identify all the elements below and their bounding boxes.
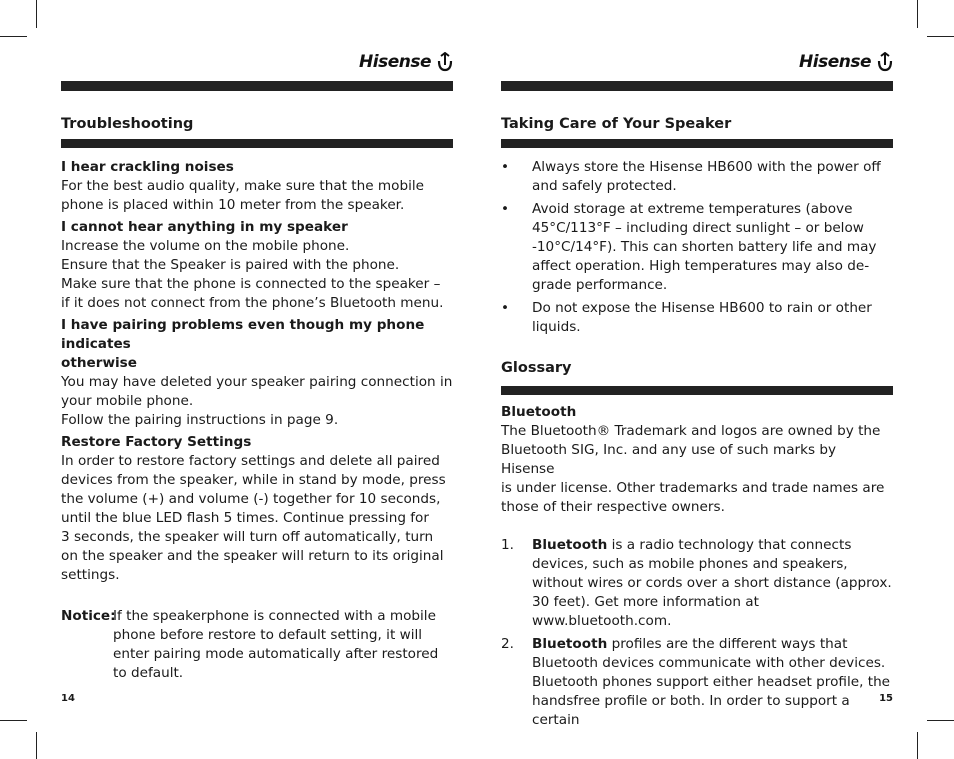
header-bar [61,81,453,91]
body-line: For the best audio quality, make sure that the mobile [61,178,425,194]
section-bar [501,386,893,395]
body-line: If the speakerphone is connected with a mobile [113,608,436,624]
section-title-glossary: Glossary [501,360,572,376]
body-line: Do not expose the Hisense HB600 to rain or other [532,300,872,316]
crop-mark [0,36,27,37]
body-line: affect operation. High temperatures may also de- [532,258,870,274]
notice-label: Notice: [61,608,116,624]
numbered-item [501,635,893,730]
question-heading: otherwise [61,355,137,371]
body-line: 45°C/113°F – including direct sunlight – or below [532,220,864,236]
body-line: your mobile phone. [61,393,194,409]
brand-logo [359,52,453,72]
header-bar [501,81,893,91]
body-line: devices from the speaker, while in stand by mode, press [61,472,446,488]
body-line: Bluetooth phones support either headset profile, the [532,674,891,690]
brand-logo [799,52,893,72]
crop-mark [917,732,918,759]
body-line: liquids. [532,319,581,335]
glossary-heading: Bluetooth [501,404,577,420]
page-number: 15 [879,693,893,704]
left-page [61,0,453,759]
crop-mark [927,720,954,721]
body-line: Ensure that the Speaker is paired with the phone. [61,257,400,273]
glossary-content [501,403,893,734]
body-line: devices, such as mobile phones and speakers, [532,556,848,572]
body-text: is a radio technology that connects [607,537,852,553]
crop-mark [917,0,918,28]
section-title-troubleshooting: Troubleshooting [61,116,194,132]
body-line: 30 feet). Get more information at www.bluetooth.com. [532,594,759,629]
numbered-item [501,536,893,631]
body-line: if it does not connect from the phone’s Bluetooth menu. [61,295,444,311]
crop-mark [36,0,37,28]
question-heading: I hear crackling noises [61,159,234,175]
body-line: until the blue LED flash 5 times. Continue pressing for [61,510,429,526]
bullet-item [501,200,893,295]
body-line: phone is placed within 10 meter from the speaker. [61,197,405,213]
body-line: Make sure that the phone is connected to the speaker – [61,276,441,292]
body-line: handsfree profile or both. In order to support a certain [532,693,850,728]
question-heading: I cannot hear anything in my speaker [61,219,348,235]
crop-mark [927,36,954,37]
question-heading: Restore Factory Settings [61,434,252,450]
crop-mark [0,720,27,721]
body-line: Avoid storage at extreme temperatures (above [532,201,853,217]
crop-mark [36,732,37,759]
body-line: Increase the volume on the mobile phone. [61,238,350,254]
body-line: Always store the Hisense HB600 with the power off [532,159,881,175]
section-bar [501,139,893,148]
section-bar [61,139,453,148]
body-line: Bluetooth devices communicate with other devices. [532,655,886,671]
body-line: grade performance. [532,277,668,293]
body-line: In order to restore factory settings and delete all paired [61,453,440,469]
body-line: on the speaker and the speaker will return to its original [61,548,444,564]
body-line: the volume (+) and volume (-) together for 10 seconds, [61,491,441,507]
body-line: Follow the pairing instructions in page 9. [61,412,339,428]
body-line: enter pairing mode automatically after restored [113,646,439,662]
question-heading: I have pairing problems even though my phone indicates [61,317,425,352]
right-page [501,0,893,759]
brand-name: Hisense [799,52,871,72]
section-title-care: Taking Care of Your Speaker [501,116,732,132]
body-line: Bluetooth SIG, Inc. and any use of such marks by Hisense [501,442,837,477]
term: Bluetooth [532,537,608,553]
item-number: 2. [501,636,514,652]
bullet-item [501,158,893,196]
notice-text [113,607,438,683]
body-line: You may have deleted your speaker pairing connection in [61,374,453,390]
body-line: those of their respective owners. [501,499,725,515]
bullet-icon: • [501,300,510,316]
body-line: to default. [113,665,184,681]
item-number: 1. [501,537,514,553]
page-number: 14 [61,693,75,704]
bullet-icon: • [501,201,510,217]
brand-name: Hisense [359,52,431,72]
bullet-icon: • [501,159,510,175]
body-line: phone before restore to default setting, it will [113,627,423,643]
body-line: and safely protected. [532,178,677,194]
body-line: 3 seconds, the speaker will turn off automatically, turn [61,529,434,545]
care-content [501,158,893,341]
body-line: -10°C/14°F). This can shorten battery life and may [532,239,877,255]
bullet-item [501,299,893,337]
body-text: profiles are the different ways that [607,636,848,652]
term: Bluetooth [532,636,608,652]
notice-block [61,607,453,683]
troubleshooting-content [61,158,453,683]
hisense-mark-icon [437,52,453,72]
body-line: is under license. Other trademarks and trade names are [501,480,885,496]
body-line: settings. [61,567,120,583]
hisense-mark-icon [877,52,893,72]
body-line: The Bluetooth® Trademark and logos are owned by the [501,423,881,439]
body-line: without wires or cords over a short distance (approx. [532,575,892,591]
